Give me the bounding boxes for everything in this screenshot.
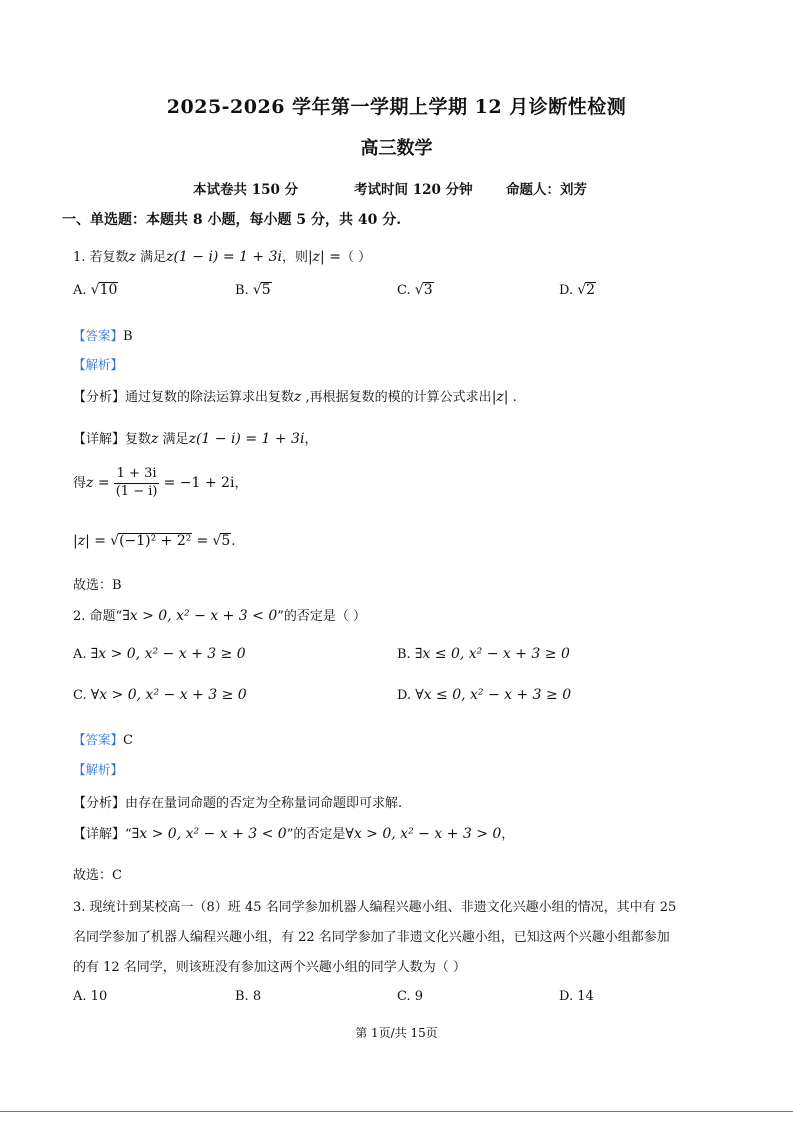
q1-option-c-radicand: 3 (423, 282, 433, 298)
q1-stem-paren: （ ） (340, 250, 372, 265)
q3-option-b (235, 989, 261, 1004)
q3-option-a-label: A. (73, 989, 87, 1004)
info-score: 本试卷共 150 分 (193, 182, 299, 198)
q2-option-d (397, 687, 571, 703)
q3-option-d-label: D. (559, 989, 574, 1004)
q1-option-c-label: C. (397, 283, 411, 298)
q2-analysis-tag: 【解析】 (73, 762, 124, 777)
q3-option-d (559, 989, 594, 1004)
q3-option-a-text: 10 (90, 989, 108, 1004)
q1-option-a-sqrt: √10 (90, 282, 118, 298)
q3-option-a (73, 989, 107, 1004)
q1-stem-var: z (128, 249, 136, 265)
question-2-stem (73, 605, 366, 624)
q2-stem-expression: ∃x > 0, x² − x + 3 < 0 (122, 608, 278, 624)
q1-option-c (397, 282, 434, 298)
q2-answer-tag: 【答案】 (73, 732, 124, 747)
q3-option-c-label: C. (397, 989, 411, 1004)
q3-option-c-text: 9 (414, 989, 424, 1004)
q1-detail (73, 428, 317, 447)
q2-stem-suffix: ”的否定是（ ） (277, 609, 367, 624)
q1-stem-ask: |z| = (307, 249, 341, 265)
q1-fenxi-mod: |z| (491, 389, 509, 405)
q1-analysis (73, 355, 123, 373)
q1-stem-condition: z(1 − i) = 1 + 3i (166, 249, 282, 265)
q1-fenxi-var: z (294, 389, 302, 405)
q1-option-d-radicand: 2 (586, 282, 596, 298)
q1-step1-prefix: 得 (73, 475, 87, 491)
q1-detail-condition: z(1 − i) = 1 + 3i (188, 431, 305, 447)
q2-option-a-label: A. (73, 647, 87, 662)
q1-fenxi-tag: 【分析】 (73, 390, 126, 405)
q1-fenxi (73, 386, 517, 405)
q2-stem-prefix: 2. 命题“ (73, 609, 123, 624)
q1-step2-radicand: (−1)² + 2² (119, 533, 192, 549)
q1-step1-rhs: = −1 + 2i (163, 474, 235, 491)
q2-detail-end: ， (501, 827, 515, 842)
q3-option-b-label: B. (235, 989, 249, 1004)
q3-stem-line-1: 3. 现统计到某校高一（8）班 45 名同学参加机器人编程兴趣小组、非遗文化兴趣小组的情况，其中有 25 (73, 900, 677, 915)
q3-option-c (397, 989, 423, 1004)
q1-option-d-sqrt: √2 (577, 282, 596, 298)
q2-option-a (73, 646, 246, 662)
q3-option-d-text: 14 (577, 989, 594, 1004)
q1-option-b-sqrt: √5 (252, 282, 271, 298)
q2-option-b-text: ∃x ≤ 0, x² − x + 3 ≥ 0 (414, 646, 570, 662)
q2-fenxi-tag: 【分析】 (73, 796, 126, 811)
q2-option-d-label: D. (397, 688, 412, 703)
info-time: 考试时间 120 分钟 (354, 182, 473, 198)
q1-option-a-label: A. (73, 283, 87, 298)
q2-option-b (397, 646, 570, 662)
q2-detail-expr-1: ∃x > 0, x² − x + 3 < 0 (131, 826, 287, 842)
q1-fenxi-text-2: ,再根据复数的模的计算公式求出 (301, 390, 492, 405)
q1-analysis-tag: 【解析】 (73, 357, 124, 372)
q2-option-a-text: ∃x > 0, x² − x + 3 ≥ 0 (90, 646, 246, 662)
page-footer: 第 1页/共 15页 (355, 1026, 438, 1040)
q1-detail-end: ， (304, 432, 318, 447)
q1-stem-prefix: 1. 若复数 (73, 250, 129, 265)
q2-option-c (73, 687, 247, 703)
q1-stem-then: ，则 (281, 250, 308, 265)
q1-step1-fraction (114, 466, 160, 501)
q1-step1-end: ， (234, 475, 248, 491)
q1-step2-sqrt: √(−1)² + 2² (110, 533, 192, 549)
q2-answer (73, 730, 133, 748)
info-author: 命题人：刘芳 (506, 182, 587, 198)
document-subtitle: 高三数学 (360, 138, 433, 159)
q2-option-c-label: C. (73, 688, 87, 703)
q2-answer-value: C (123, 733, 133, 748)
q1-step2-lhs: |z| = (73, 533, 106, 549)
q1-step2-eq: = (196, 533, 209, 549)
q1-step2-result-sqrt: √5 (212, 533, 231, 549)
q1-detail-text-2: 满足 (158, 432, 189, 447)
q3-stem-line-2: 名同学参加了机器人编程兴趣小组，有 22 名同学参加了非遗文化兴趣小组，已知这两个兴趣小组都参加 (73, 930, 670, 945)
q2-option-c-text: ∀x > 0, x² − x + 3 ≥ 0 (90, 687, 247, 703)
q2-detail-expr-2: ∀x > 0, x² − x + 3 > 0 (345, 826, 502, 842)
q1-step-2 (73, 533, 235, 549)
q2-fenxi-text: 由存在量词命题的否定为全称量词命题即可求解. (125, 796, 403, 811)
q1-answer (73, 326, 133, 344)
q3-option-b-text: 8 (252, 989, 262, 1004)
q1-option-a (73, 282, 118, 298)
q1-option-c-sqrt: √3 (414, 282, 433, 298)
q2-fenxi (73, 792, 402, 811)
section-heading: 一、单选题：本题共 8 小题，每小题 5 分，共 40 分. (62, 212, 402, 228)
q2-detail-tag: 【详解】 (73, 827, 126, 842)
q1-option-b (235, 282, 272, 298)
q1-step1-numerator: 1 + 3i (114, 466, 160, 484)
bottom-divider (0, 1111, 793, 1112)
q1-step-1 (73, 466, 247, 501)
q1-detail-text-1: 复数 (125, 432, 152, 447)
q1-fenxi-text-1: 通过复数的除法运算求出复数 (125, 390, 295, 405)
q2-detail-quote-open: “ (125, 827, 132, 842)
q1-step1-denominator: (1 − i) (115, 483, 158, 499)
q1-answer-value: B (123, 329, 133, 344)
q1-detail-tag: 【详解】 (73, 432, 126, 447)
q1-answer-tag: 【答案】 (73, 328, 124, 343)
q2-detail-quote-close: ” (286, 827, 294, 842)
q1-option-b-radicand: 5 (261, 282, 271, 298)
q1-option-d-label: D. (559, 283, 574, 298)
question-1-stem (73, 246, 371, 265)
document-title: 2025-2026 学年第一学期上学期 12 月诊断性检测 (166, 96, 627, 118)
q1-detail-var: z (151, 431, 159, 447)
q2-analysis (73, 760, 123, 778)
q2-detail-mid: 的否定是 (293, 827, 346, 842)
q2-choose: 故选：C (73, 868, 122, 883)
q2-option-d-text: ∀x ≤ 0, x² − x + 3 ≥ 0 (415, 687, 572, 703)
q1-option-b-label: B. (235, 283, 249, 298)
q1-step1-lhs: z = (86, 474, 110, 491)
q1-step2-result: 5 (221, 533, 231, 549)
q1-option-d (559, 282, 596, 298)
q2-option-b-label: B. (397, 647, 411, 662)
q1-step2-end: . (231, 534, 236, 549)
q1-choose: 故选：B (73, 578, 122, 593)
q1-option-a-radicand: 10 (99, 282, 118, 298)
q1-fenxi-end: . (508, 390, 517, 405)
q3-stem-line-3: 的有 12 名同学，则该班没有参加这两个兴趣小组的同学人数为（ ） (73, 960, 466, 975)
q2-detail (73, 823, 514, 842)
q1-stem-mid: 满足 (135, 250, 167, 265)
